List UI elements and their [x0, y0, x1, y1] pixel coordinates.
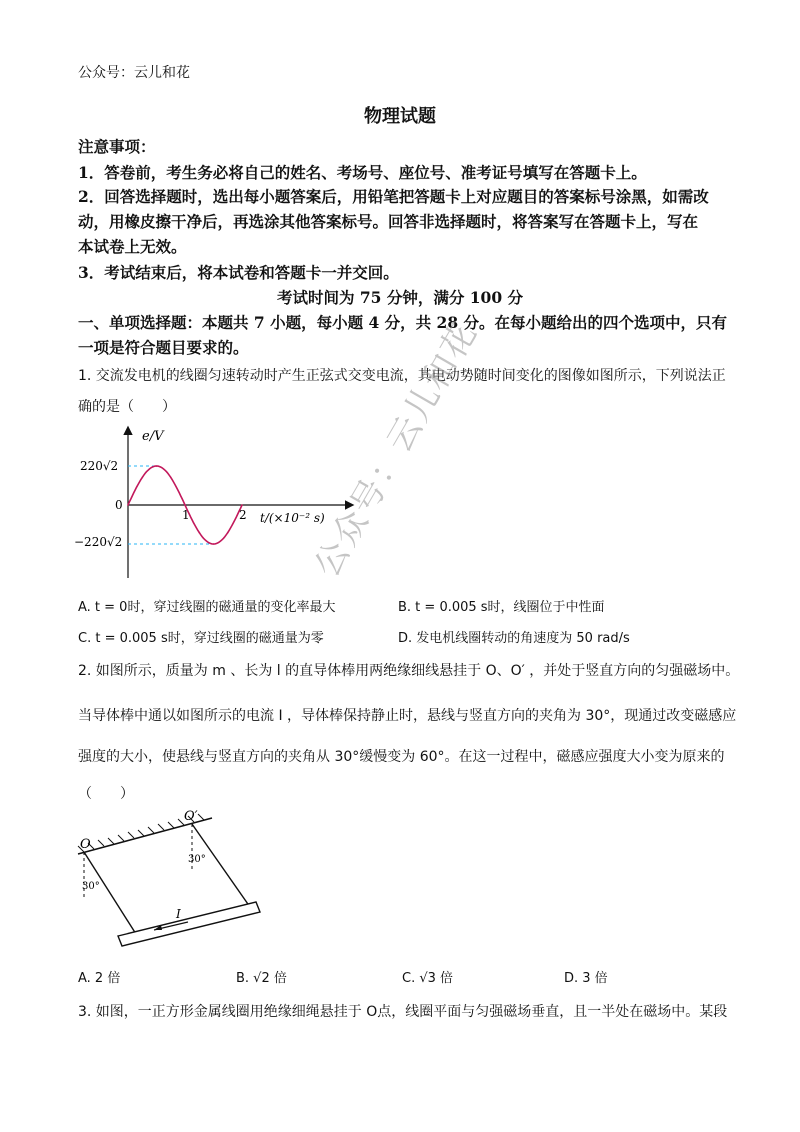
y-axis-label: e/V [142, 429, 164, 444]
section1-line2: 一项是符合题目要求的。 [78, 338, 249, 357]
q2-option-b: B. √2 倍 [236, 971, 287, 986]
peak-tick-label: 220√2 [80, 459, 119, 473]
q1-stem-line2: 确的是（ ） [78, 399, 176, 415]
trough-tick-label: −220√2 [74, 535, 123, 549]
section1-line1: 一、单项选择题：本题共 7 小题，每小题 4 分，共 28 分。在每小题给出的四个选项中，只有 [78, 313, 728, 332]
q2-figure [70, 808, 280, 958]
q2-stem-line1: 2. 如图所示，质量为 m 、长为 l 的直导体棒用两绝缘细线悬挂于 O、O′ ，并处于竖直方向的匀强磁场中。 [78, 663, 740, 679]
right-angle-label: 30° [188, 854, 206, 865]
notice-item-1: 1．答卷前，考生务必将自己的姓名、考场号、座位号、准考证号填写在答题卡上。 [78, 163, 647, 182]
notice-item-2-line1: 2．回答选择题时，选出每小题答案后，用铅笔把答题卡上对应题目的答案标号涂黑，如需改 [78, 187, 709, 206]
q2-stem-line4: （ ） [78, 786, 134, 802]
current-label: I [176, 907, 181, 921]
notice-item-2-line2: 动，用橡皮擦干净后，再选涂其他答案标号。回答非选择题时，将答案写在答题卡上，写在 [78, 212, 699, 231]
q2-option-a: A. 2 倍 [78, 971, 121, 986]
q1-option-c: C. t = 0.005 s时，穿过线圈的磁通量为零 [78, 631, 324, 646]
page-title: 物理试题 [364, 106, 436, 127]
notice-item-3: 3．考试结束后，将本试卷和答题卡一并交回。 [78, 263, 399, 282]
x-tick-label-1: 1 [182, 508, 190, 522]
x-tick-label-2: 2 [239, 508, 247, 522]
left-angle-label: 30° [82, 881, 100, 892]
origin-tick-label: 0 [115, 498, 123, 512]
notice-heading: 注意事项： [78, 137, 156, 156]
q2-stem-line2: 当导体棒中通以如图所示的电流 I ，导体棒保持静止时，悬线与竖直方向的夹角为 30°，现通过改变磁感应 [78, 708, 737, 724]
left-thread [84, 852, 136, 934]
q2-option-d: D. 3 倍 [564, 971, 608, 986]
conductor-rod [118, 902, 260, 946]
q1-option-a: A. t = 0时，穿过线圈的磁通量的变化率最大 [78, 600, 336, 615]
x-axis-label: t/(×10⁻² s) [260, 511, 325, 525]
q2-option-c: C. √3 倍 [402, 971, 454, 986]
q3-stem-line1: 3. 如图，一正方形金属线圈用绝缘细绳悬挂于 O点，线圈平面与匀强磁场垂直，且一半处在磁场中。某段 [78, 1004, 728, 1020]
exam-info: 考试时间为 75 分钟，满分 100 分 [276, 288, 523, 307]
notice-item-2-line3: 本试卷上无效。 [78, 237, 187, 256]
label-o-prime: O′ [184, 809, 198, 824]
source-header: 公众号：云儿和花 [78, 65, 190, 81]
q1-option-b: B. t = 0.005 s时，线圈位于中性面 [398, 600, 605, 615]
q2-stem-line3: 强度的大小，使悬线与竖直方向的夹角从 30°缓慢变为 60°。在这一过程中，磁感应强度大小变为原来的 [78, 749, 725, 765]
q1-option-d: D. 发电机线圈转动的角速度为 50 rad/s [398, 631, 630, 646]
label-o: O [80, 837, 91, 852]
right-thread [192, 824, 250, 907]
q1-stem-line1: 1. 交流发电机的线圈匀速转动时产生正弦式交变电流，其电动势随时间变化的图像如图所示，下列说法正 [78, 368, 726, 384]
watermark: 公众号：云儿和花 [306, 314, 486, 584]
